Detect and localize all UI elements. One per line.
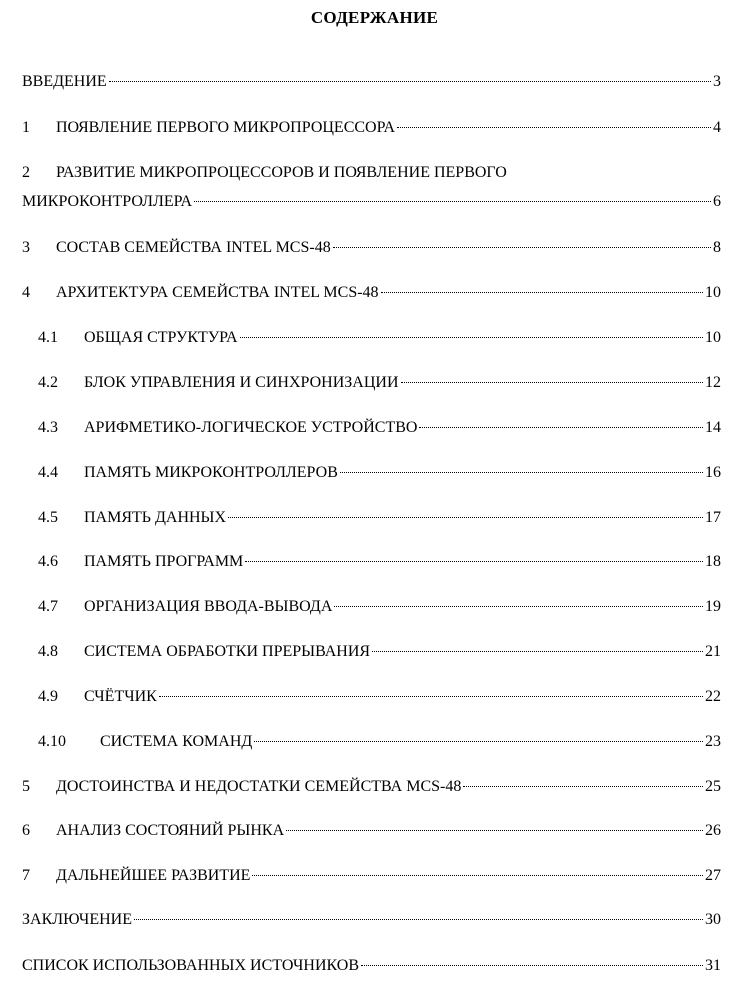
toc-entry-number: 2 bbox=[22, 164, 30, 181]
toc-entry-4-6[interactable] bbox=[38, 552, 721, 572]
toc-entry-number: 4.4 bbox=[38, 464, 58, 481]
leader-dots bbox=[252, 874, 703, 876]
toc-page-number: 12 bbox=[705, 374, 721, 391]
leader-dots bbox=[254, 740, 703, 742]
toc-page-number: 18 bbox=[705, 553, 721, 570]
page-title: СОДЕРЖАНИЕ bbox=[310, 8, 439, 27]
toc-entry-4-10[interactable] bbox=[38, 732, 721, 752]
toc-entry-text: СИСТЕМА ОБРАБОТКИ ПРЕРЫВАНИЯ bbox=[84, 643, 371, 660]
toc-entry-number: 4 bbox=[22, 284, 30, 301]
toc-page-number: 26 bbox=[705, 822, 721, 839]
toc-entry-number: 4.6 bbox=[38, 553, 58, 570]
toc-entry-text: ПАМЯТЬ МИКРОКОНТРОЛЛЕРОВ bbox=[84, 464, 338, 481]
leader-dots bbox=[381, 291, 703, 293]
leader-dots bbox=[286, 829, 703, 831]
toc-entry-text: ПОЯВЛЕНИЕ ПЕРВОГО МИКРОПРОЦЕССОРА bbox=[56, 119, 395, 136]
toc-page-number: 17 bbox=[705, 509, 721, 526]
toc-entry-4-5[interactable] bbox=[38, 508, 721, 528]
leader-dots bbox=[240, 336, 703, 338]
toc-entry-3[interactable] bbox=[22, 238, 721, 258]
toc-entry-references[interactable] bbox=[22, 956, 721, 976]
leader-dots bbox=[134, 918, 703, 920]
toc-entry-4-3[interactable] bbox=[38, 418, 721, 438]
toc-entry-4-2[interactable] bbox=[38, 373, 721, 393]
toc-entry-text: СОСТАВ СЕМЕЙСТВА INTEL MCS-48 bbox=[56, 239, 331, 256]
toc-entry-number: 4.10 bbox=[38, 733, 66, 750]
leader-dots bbox=[361, 964, 703, 966]
toc-page-number: 19 bbox=[705, 598, 721, 615]
leader-dots bbox=[372, 650, 703, 652]
leader-dots bbox=[397, 126, 711, 128]
toc-page-number: 10 bbox=[705, 329, 721, 346]
toc-entry-text-continued: МИКРОКОНТРОЛЛЕРА bbox=[22, 193, 192, 210]
toc-page-number: 23 bbox=[705, 733, 721, 750]
toc-entry-text: БЛОК УПРАВЛЕНИЯ И СИНХРОНИЗАЦИИ bbox=[84, 374, 399, 391]
toc-page-number: 25 bbox=[705, 778, 721, 795]
toc-entry-2[interactable] bbox=[22, 192, 721, 212]
leader-dots bbox=[419, 426, 703, 428]
toc-page-number: 21 bbox=[705, 643, 721, 660]
toc-entry-number: 7 bbox=[22, 867, 30, 884]
leader-dots bbox=[333, 246, 711, 248]
toc-page-number: 3 bbox=[713, 73, 721, 90]
leader-dots bbox=[340, 471, 703, 473]
leader-dots bbox=[159, 695, 703, 697]
toc-entry-1[interactable] bbox=[22, 118, 721, 138]
toc-entry-number: 4.9 bbox=[38, 688, 58, 705]
toc-entry-text: РАЗВИТИЕ МИКРОПРОЦЕССОРОВ И ПОЯВЛЕНИЕ ПЕРВОГО bbox=[56, 164, 507, 181]
toc-entry-number: 4.7 bbox=[38, 598, 58, 615]
toc-page-number: 22 bbox=[705, 688, 721, 705]
toc-entry-5[interactable] bbox=[22, 777, 721, 797]
toc-entry-4-4[interactable] bbox=[38, 463, 721, 483]
leader-dots bbox=[401, 381, 703, 383]
toc-entry-text: АНАЛИЗ СОСТОЯНИЙ РЫНКА bbox=[56, 822, 285, 839]
toc-entry-text: ЗАКЛЮЧЕНИЕ bbox=[22, 911, 132, 928]
toc-page-number: 30 bbox=[705, 911, 721, 928]
toc-page-number: 10 bbox=[705, 284, 721, 301]
toc-page-number: 16 bbox=[705, 464, 721, 481]
toc-entry-number: 1 bbox=[22, 119, 30, 136]
toc-entry-conclusion[interactable] bbox=[22, 910, 721, 930]
toc-entry-text: ОБЩАЯ СТРУКТУРА bbox=[84, 329, 238, 346]
leader-dots bbox=[194, 200, 711, 202]
leader-dots bbox=[228, 516, 703, 518]
toc-entry-text: СИСТЕМА КОМАНД bbox=[100, 733, 253, 750]
toc-entry-text: СЧЁТЧИК bbox=[84, 688, 157, 705]
toc-entry-number: 6 bbox=[22, 822, 30, 839]
toc-entry-4-8[interactable] bbox=[38, 642, 721, 662]
leader-dots bbox=[109, 80, 711, 82]
toc-entry-text: СПИСОК ИСПОЛЬЗОВАННЫХ ИСТОЧНИКОВ bbox=[22, 957, 360, 974]
toc-entry-4-7[interactable] bbox=[38, 597, 721, 617]
toc-entry-text: ДАЛЬНЕЙШЕЕ РАЗВИТИЕ bbox=[56, 867, 251, 884]
leader-dots bbox=[463, 785, 703, 787]
toc-page-number: 4 bbox=[713, 119, 721, 136]
toc-entry-7[interactable] bbox=[22, 866, 721, 886]
toc-entry-text: ОРГАНИЗАЦИЯ ВВОДА-ВЫВОДА bbox=[84, 598, 333, 615]
toc-entry-text: ВВЕДЕНИЕ bbox=[22, 73, 107, 90]
toc-page-number: 8 bbox=[713, 239, 721, 256]
toc-entry-4-1[interactable] bbox=[38, 328, 721, 348]
toc-entry-4-9[interactable] bbox=[38, 687, 721, 707]
toc-entry-4[interactable] bbox=[22, 283, 721, 303]
toc-entry-number: 4.2 bbox=[38, 374, 58, 391]
toc-page-number: 6 bbox=[713, 193, 721, 210]
toc-entry-number: 4.3 bbox=[38, 419, 58, 436]
toc-entry-introduction[interactable] bbox=[22, 72, 721, 92]
toc-entry-number: 4.1 bbox=[38, 329, 58, 346]
toc-entry-number: 4.5 bbox=[38, 509, 58, 526]
toc-page-number: 27 bbox=[705, 867, 721, 884]
toc-entry-2-first-line[interactable] bbox=[22, 163, 507, 183]
toc-entry-text: ПАМЯТЬ ДАННЫХ bbox=[84, 509, 227, 526]
toc-entry-text: ПАМЯТЬ ПРОГРАММ bbox=[84, 553, 244, 570]
toc-entry-number: 5 bbox=[22, 778, 30, 795]
leader-dots bbox=[334, 605, 703, 607]
toc-entry-number: 4.8 bbox=[38, 643, 58, 660]
toc-entry-6[interactable] bbox=[22, 821, 721, 841]
toc-entry-text: АРХИТЕКТУРА СЕМЕЙСТВА INTEL MCS-48 bbox=[56, 284, 379, 301]
leader-dots bbox=[245, 560, 703, 562]
toc-page-number: 14 bbox=[705, 419, 721, 436]
toc-entry-text: АРИФМЕТИКО-ЛОГИЧЕСКОЕ УСТРОЙСТВО bbox=[84, 419, 418, 436]
toc-entry-number: 3 bbox=[22, 239, 30, 256]
toc-entry-text: ДОСТОИНСТВА И НЕДОСТАТКИ СЕМЕЙСТВА MCS-48 bbox=[56, 778, 462, 795]
toc-page-number: 31 bbox=[705, 957, 721, 974]
